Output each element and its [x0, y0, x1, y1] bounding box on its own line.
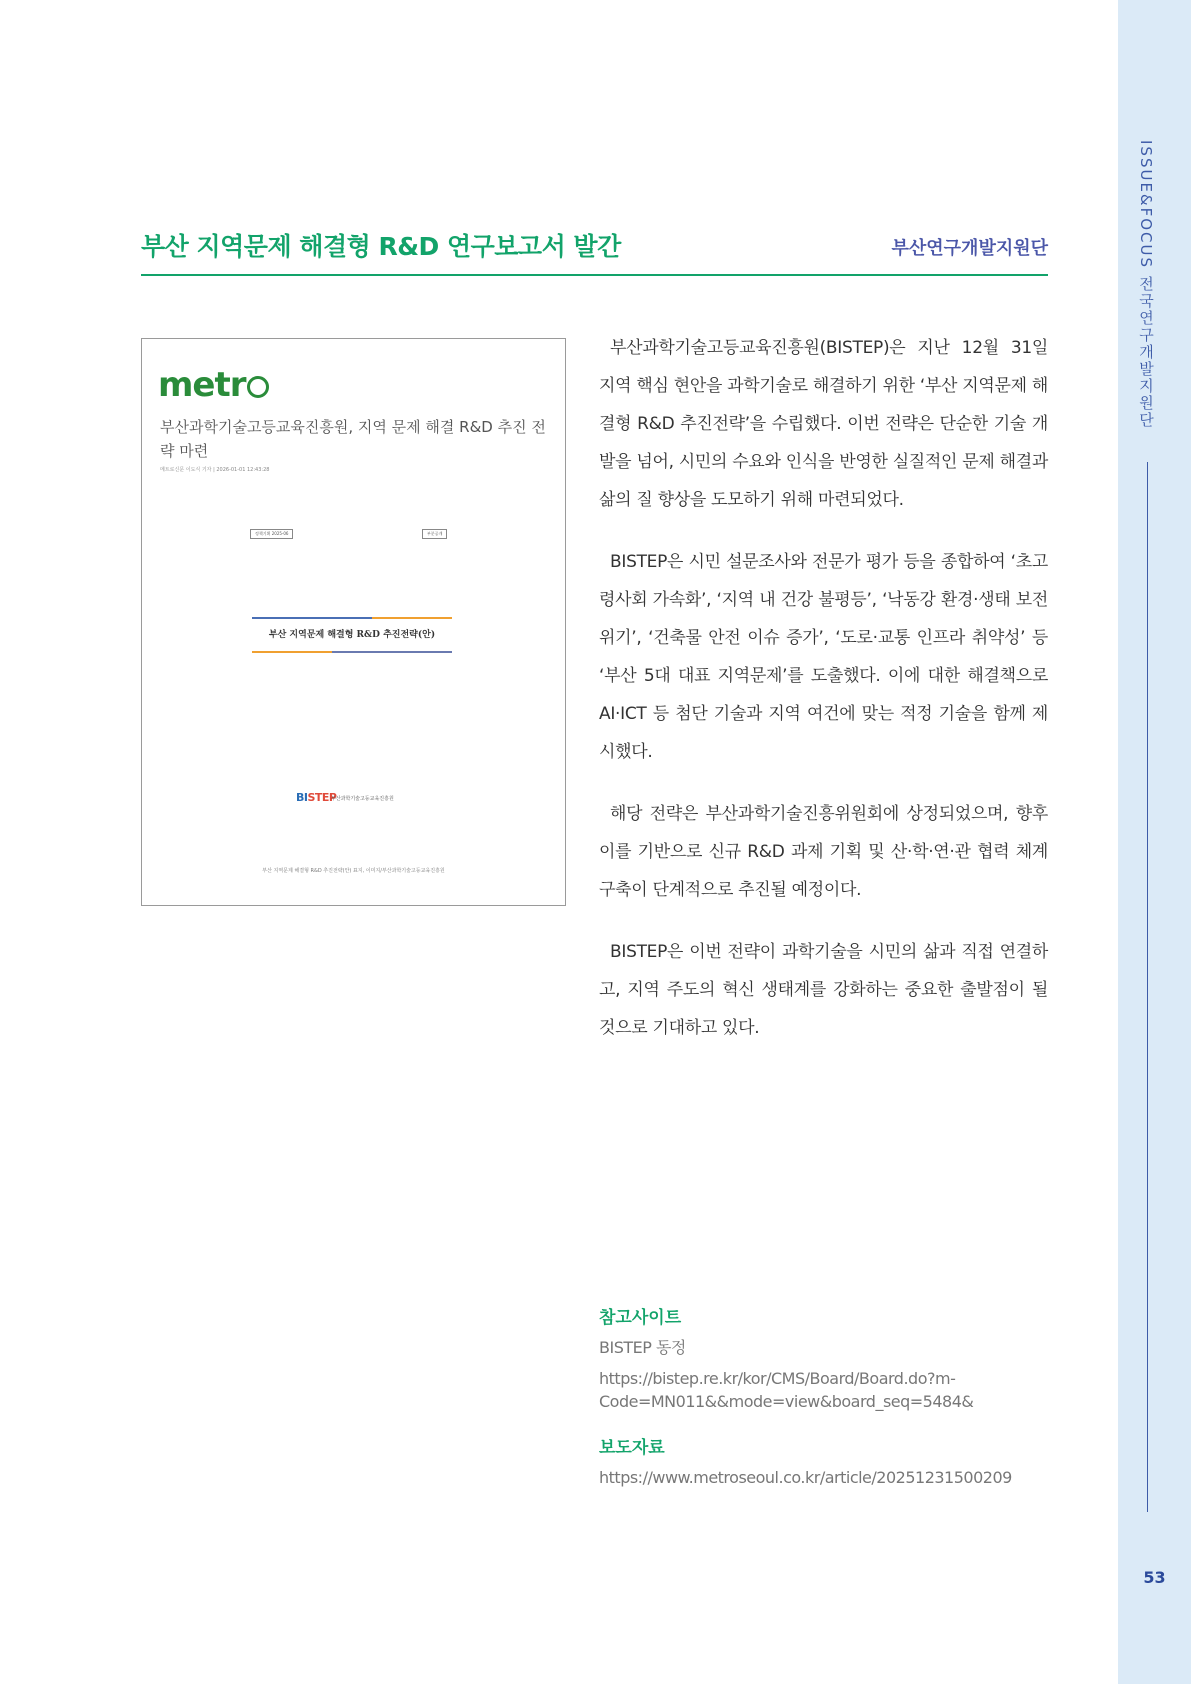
body-paragraph: 부산과학기술고등교육진흥원(BISTEP)은 지난 12월 31일 지역 핵심 현안을 과학기술로 해결하기 위한 ‘부산 지역문제 해결형 R&D 추진전략’을 수립했다. 이번 전략은 단순한 기술 개발을 넘어, 시민의 수요와 인식을 반영한 실질적인 문제 해결과 삶의 질 향상을 도모하기 위해 마련되었다. — [599, 338, 1048, 510]
reference-site-name: BISTEP 동정 — [599, 1338, 686, 1357]
cover-title: 부산 지역문제 해결형 R&D 추진전략(안) — [268, 630, 436, 640]
section-label: ISSUE&FOCUS 전국연구개발지원단 — [1137, 140, 1155, 429]
cover-tag-left: 정책기획 2025-06 — [250, 529, 293, 539]
figure-caption: 부산 지역문제 해결형 R&D 추진전략(안) 표지, 이미지/부산과학기술고등교육진흥원 — [262, 868, 445, 874]
bistep-logo: BISTEP — [296, 791, 337, 804]
body-paragraph: BISTEP은 시민 설문조사와 전문가 평가 등을 종합하여 ‘초고령사회 가속화’, ‘지역 내 건강 불평등’, ‘낙동강 환경·생태 보전 위기’, ‘건축물 안전 이슈 증가’, ‘도로·교통 인프라 취약성’ 등 ‘부산 5대 대표 지역문제’를 도출했다. 이에 대한 해결책으로 AI·ICT 등 첨단 기술과 지역 여건에 맞는 적정 기술을 함께 제시했다. — [599, 552, 1048, 762]
reference-site-heading: 참고사이트 — [599, 1308, 682, 1328]
news-clipping-figure — [141, 338, 566, 906]
news-byline: 메트로신문 이도식 기자 | 2026-01-01 12:43:28 — [160, 467, 270, 473]
article-body — [599, 329, 1048, 1071]
cover-rule-top — [252, 617, 452, 619]
news-headline: 부산과학기술고등교육진흥원, 지역 문제 해결 R&D 추진 전략 마련 — [160, 418, 546, 460]
reference-site-url-cont[interactable]: Code=MN011&&mode=view&board_seq=5484& — [599, 1392, 974, 1411]
press-release-url[interactable]: https://www.metroseoul.co.kr/article/20251231500209 — [599, 1468, 1012, 1487]
side-divider — [1147, 462, 1148, 1512]
title-divider — [141, 274, 1048, 276]
body-paragraph: 해당 전략은 부산과학기술진흥위원회에 상정되었으며, 향후 이를 기반으로 신규 R&D 과제 기획 및 산·학·연·관 협력 체계 구축이 단계적으로 추진될 예정이다. — [599, 804, 1048, 900]
metro-logo-text: metr — [158, 365, 246, 405]
globe-icon — [247, 376, 269, 398]
page-number: 53 — [1143, 1568, 1166, 1587]
cover-rule-bottom — [252, 651, 452, 653]
references — [599, 1303, 1069, 1489]
body-paragraph: BISTEP은 이번 전략이 과학기술을 시민의 삶과 직접 연결하고, 지역 주도의 혁신 생태계를 강화하는 중요한 출발점이 될 것으로 기대하고 있다. — [599, 942, 1048, 1038]
metro-logo — [158, 365, 269, 405]
reference-site-url[interactable]: https://bistep.re.kr/kor/CMS/Board/Board.do?m- — [599, 1369, 956, 1388]
cover-tag-right: 부분공개 — [422, 529, 447, 539]
organization-name: 부산연구개발지원단 — [891, 238, 1048, 259]
press-release-heading: 보도자료 — [599, 1438, 665, 1458]
article-headline: 부산 지역문제 해결형 R&D 연구보고서 발간 — [141, 232, 621, 261]
bistep-logo-name: 부산과학기술고등교육진흥원 — [331, 796, 394, 802]
